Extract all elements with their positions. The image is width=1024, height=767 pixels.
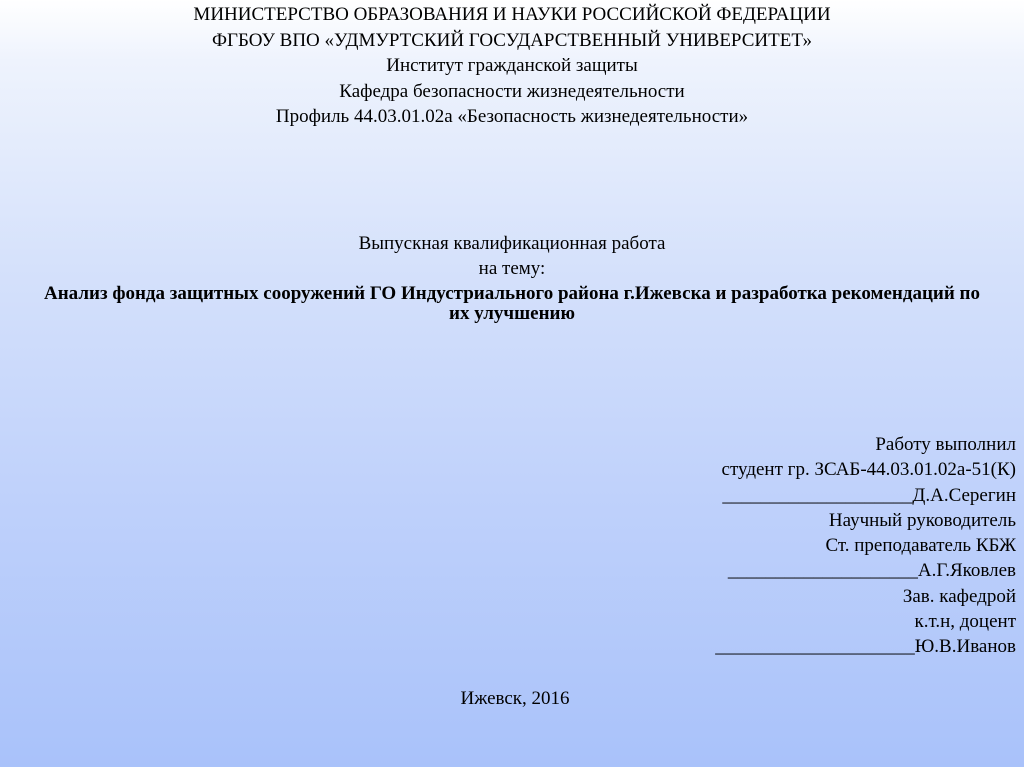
- topic-label: на тему:: [478, 258, 546, 279]
- ministry-name: МИНИСТЕРСТВО ОБРАЗОВАНИЯ И НАУКИ РОССИЙСКОЙ ФЕДЕРАЦИИ: [193, 4, 831, 25]
- signature-line: студент гр. ЗСАБ-44.03.01.02а-51(К): [721, 459, 1016, 481]
- profile-name: Профиль 44.03.01.02а «Безопасность жизнедеятельности»: [275, 106, 749, 127]
- title-page-header: [0, 2, 1024, 130]
- work-type: Выпускная квалификационная работа: [358, 233, 666, 254]
- thesis-topic: Анализ фонда защитных сооружений ГО Индустриального района г.Ижевска и разработка рекомендаций по их улучшению: [44, 283, 980, 324]
- signature-line: _____________________Ю.В.Иванов: [715, 636, 1016, 658]
- signature-line: ____________________Д.А.Серегин: [722, 484, 1016, 506]
- signature-line: Ст. преподаватель КБЖ: [825, 535, 1016, 557]
- signature-line: Научный руководитель: [828, 509, 1016, 531]
- signature-line: ____________________А.Г.Яковлев: [727, 560, 1016, 582]
- signature-line: к.т.н, доцент: [914, 611, 1016, 633]
- city-year-text: Ижевск, 2016: [460, 688, 570, 709]
- department-name: Кафедра безопасности жизнедеятельности: [339, 80, 685, 102]
- work-type-block: [0, 231, 1024, 281]
- institute-name: Институт гражданской защиты: [386, 55, 638, 76]
- signature-line: Зав. кафедрой: [902, 585, 1016, 607]
- university-name: ФГБОУ ВПО «УДМУРТСКИЙ ГОСУДАРСТВЕННЫЙ УНИВЕРСИТЕТ»: [212, 29, 812, 51]
- signature-block: [556, 432, 1016, 660]
- city-year: [0, 688, 1024, 710]
- signature-line: Работу выполнил: [875, 434, 1016, 455]
